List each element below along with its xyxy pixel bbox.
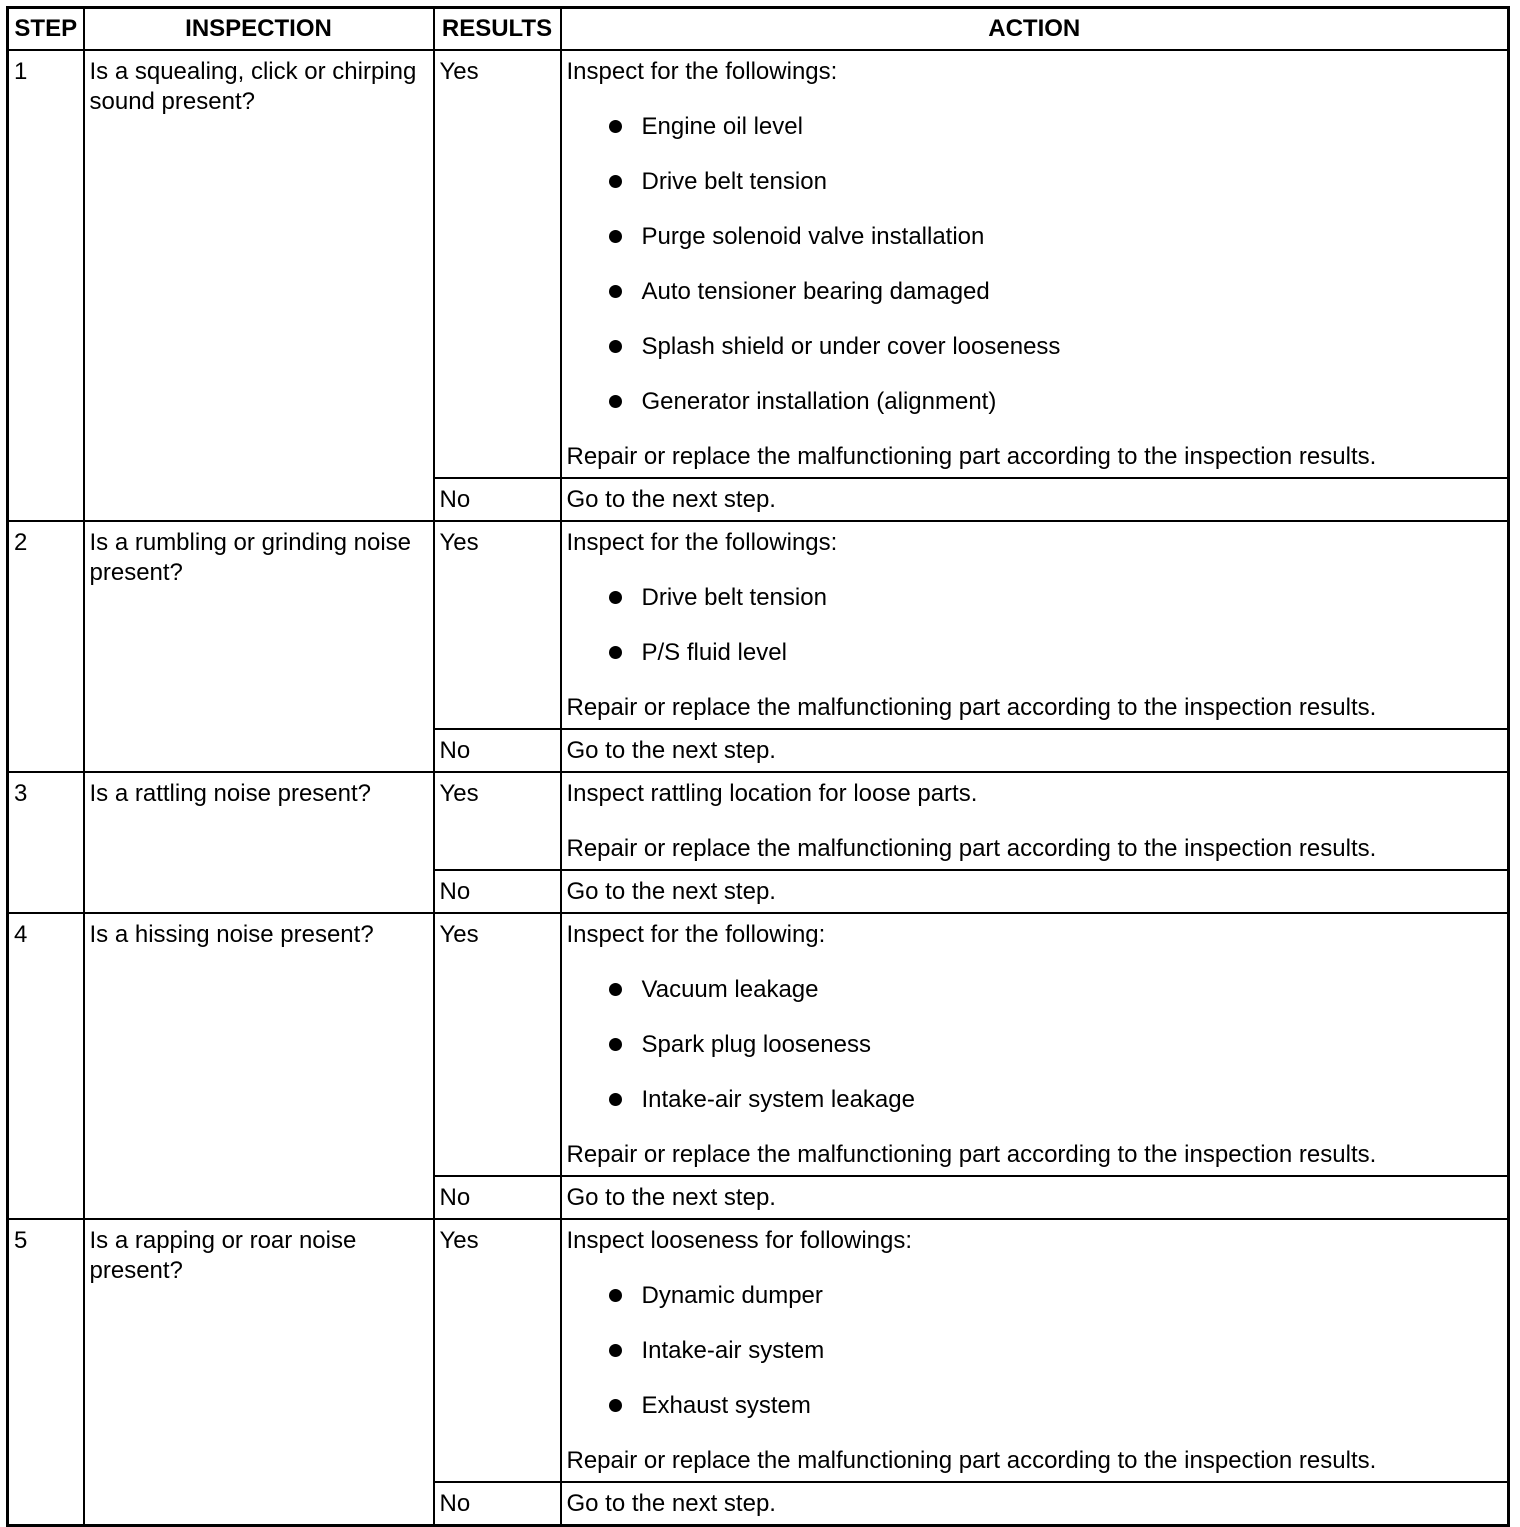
step-number: 3 — [8, 772, 84, 913]
action-intro: Inspect for the followings: — [566, 528, 838, 556]
bullet-icon — [609, 1399, 622, 1412]
result-yes: Yes — [434, 913, 561, 1176]
diagnostic-table — [6, 6, 1510, 1527]
list-item-text: P/S fluid level — [641, 638, 787, 666]
bullet-icon — [609, 646, 622, 659]
action-closing: Repair or replace the malfunctioning part according to the inspection results. — [566, 1446, 1377, 1474]
list-item-text: Purge solenoid valve installation — [641, 222, 985, 250]
bullet-icon — [609, 1289, 622, 1302]
inspection-list — [567, 583, 1503, 668]
bullet-icon — [609, 285, 622, 298]
action-no: Go to the next step. — [561, 870, 1509, 913]
table-row — [8, 521, 1509, 729]
step-number: 5 — [8, 1219, 84, 1526]
result-no: No — [434, 729, 561, 772]
result-no: No — [434, 1482, 561, 1526]
header-row — [8, 8, 1509, 50]
action-intro: Inspect looseness for followings: — [566, 1226, 913, 1254]
list-item — [567, 387, 1503, 417]
list-item-text: Dynamic dumper — [641, 1281, 823, 1309]
bullet-icon — [609, 175, 622, 188]
action-yes — [561, 772, 1509, 870]
list-item — [567, 277, 1503, 307]
action-yes — [561, 50, 1509, 478]
table-row — [8, 772, 1509, 870]
list-item — [567, 1281, 1503, 1311]
list-item-text: Spark plug looseness — [641, 1030, 871, 1058]
bullet-icon — [609, 340, 622, 353]
action-closing: Repair or replace the malfunctioning part according to the inspection results. — [566, 834, 1377, 862]
list-item-text: Exhaust system — [641, 1391, 811, 1419]
inspection-list — [567, 975, 1503, 1115]
action-closing: Repair or replace the malfunctioning part according to the inspection results. — [566, 1140, 1377, 1168]
header-inspection: INSPECTION — [84, 8, 434, 50]
action-no: Go to the next step. — [561, 478, 1509, 521]
table-row — [8, 913, 1509, 1176]
result-yes: Yes — [434, 521, 561, 729]
list-item-text: Engine oil level — [641, 112, 803, 140]
inspection-list — [567, 1281, 1503, 1421]
header-action: ACTION — [561, 8, 1509, 50]
list-item — [567, 975, 1503, 1005]
result-yes: Yes — [434, 1219, 561, 1482]
step-number: 2 — [8, 521, 84, 772]
result-no: No — [434, 478, 561, 521]
step-number: 4 — [8, 913, 84, 1219]
list-item — [567, 1391, 1503, 1421]
step-number: 1 — [8, 50, 84, 521]
list-item — [567, 167, 1503, 197]
list-item-text: Drive belt tension — [641, 167, 827, 195]
bullet-icon — [609, 120, 622, 133]
inspection-question: Is a rattling noise present? — [84, 772, 434, 913]
list-item-text: Vacuum leakage — [641, 975, 819, 1003]
result-no: No — [434, 870, 561, 913]
action-no: Go to the next step. — [561, 1176, 1509, 1219]
action-yes — [561, 913, 1509, 1176]
list-item-text: Drive belt tension — [641, 583, 827, 611]
inspection-question: Is a rapping or roar noise present? — [84, 1219, 434, 1526]
bullet-icon — [609, 983, 622, 996]
list-item-text: Auto tensioner bearing damaged — [641, 277, 990, 305]
result-no: No — [434, 1176, 561, 1219]
table-body — [8, 50, 1509, 1526]
bullet-icon — [609, 1344, 622, 1357]
action-closing: Repair or replace the malfunctioning part according to the inspection results. — [566, 693, 1377, 721]
bullet-icon — [609, 1038, 622, 1051]
list-item — [567, 1336, 1503, 1366]
list-item-text: Intake-air system leakage — [641, 1085, 915, 1113]
bullet-icon — [609, 1093, 622, 1106]
inspection-question: Is a hissing noise present? — [84, 913, 434, 1219]
action-intro: Inspect for the followings: — [566, 57, 838, 85]
inspection-question: Is a squealing, click or chirping sound present? — [84, 50, 434, 521]
list-item — [567, 638, 1503, 668]
action-no: Go to the next step. — [561, 729, 1509, 772]
list-item-text: Intake-air system — [641, 1336, 825, 1364]
result-yes: Yes — [434, 772, 561, 870]
table-row — [8, 1219, 1509, 1482]
action-closing: Repair or replace the malfunctioning part according to the inspection results. — [566, 442, 1377, 470]
list-item — [567, 332, 1503, 362]
action-intro: Inspect rattling location for loose parts. — [566, 779, 978, 807]
list-item — [567, 583, 1503, 613]
header-step: STEP — [8, 8, 84, 50]
result-yes: Yes — [434, 50, 561, 478]
table-row — [8, 50, 1509, 478]
list-item — [567, 1085, 1503, 1115]
action-no: Go to the next step. — [561, 1482, 1509, 1526]
bullet-icon — [609, 230, 622, 243]
header-results: RESULTS — [434, 8, 561, 50]
action-intro: Inspect for the following: — [566, 920, 826, 948]
list-item-text: Splash shield or under cover looseness — [641, 332, 1061, 360]
list-item-text: Generator installation (alignment) — [641, 387, 997, 415]
list-item — [567, 222, 1503, 252]
list-item — [567, 1030, 1503, 1060]
inspection-list — [567, 112, 1503, 417]
bullet-icon — [609, 395, 622, 408]
action-yes — [561, 521, 1509, 729]
inspection-question: Is a rumbling or grinding noise present? — [84, 521, 434, 772]
bullet-icon — [609, 591, 622, 604]
list-item — [567, 112, 1503, 142]
action-yes — [561, 1219, 1509, 1482]
